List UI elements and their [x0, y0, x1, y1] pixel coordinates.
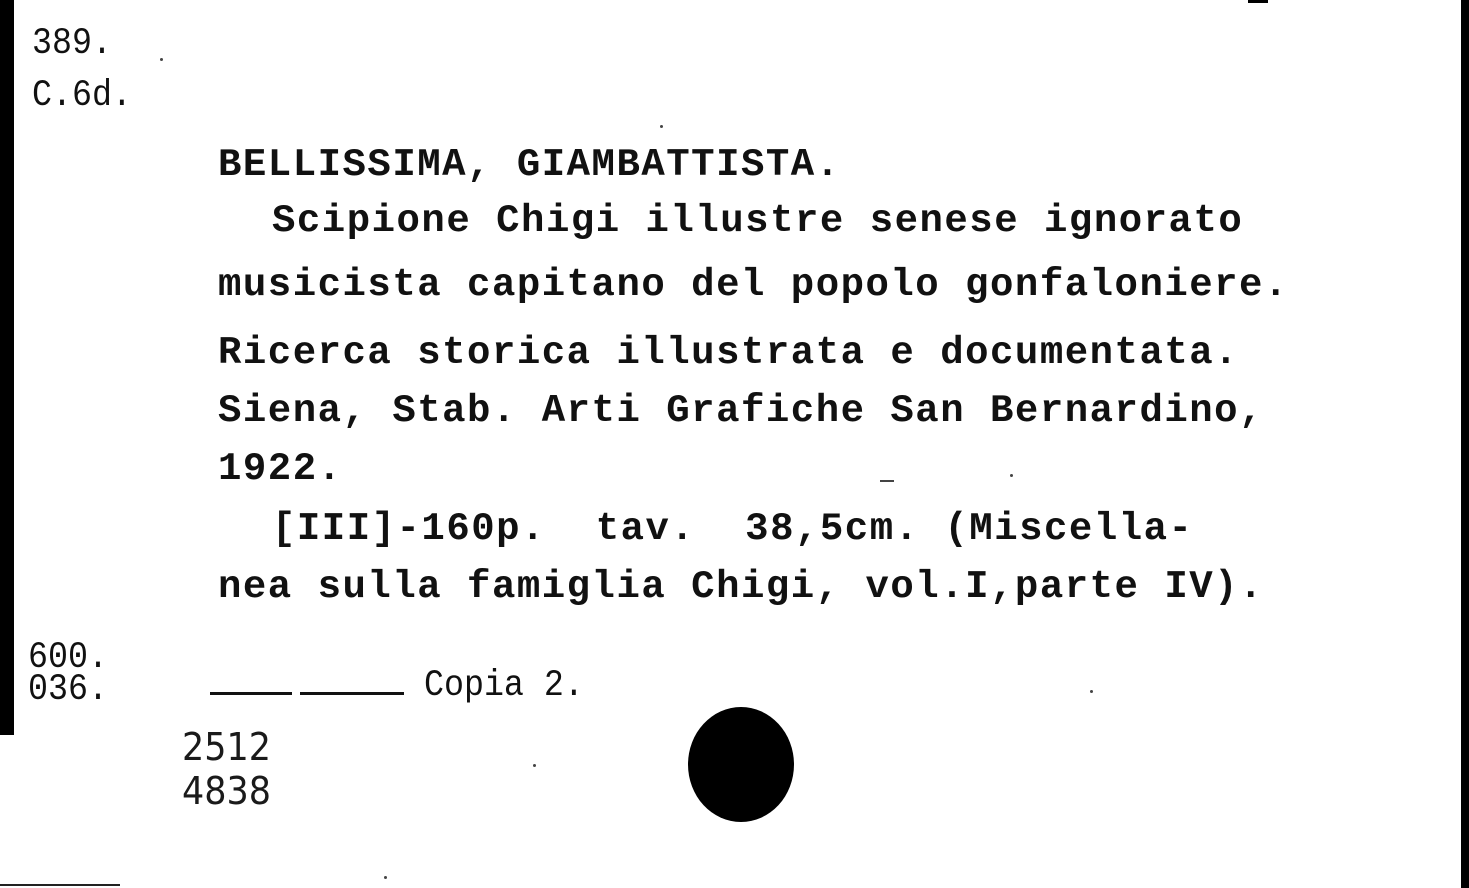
- imprint-line-1: Siena, Stab. Arti Grafiche San Bernardino,: [218, 389, 1264, 433]
- collation-line-1: [III]-160p. tav. 38,5cm. (Miscella-: [272, 507, 1194, 551]
- scan-speck: [160, 58, 163, 61]
- class-number-line-1: 600.: [28, 637, 108, 679]
- scan-speck: [384, 876, 387, 879]
- title-line-2: musicista capitano del popolo gonfaloniere.: [218, 263, 1289, 307]
- class-number-line-2: 036.: [28, 669, 108, 711]
- call-number-line-1: 389.: [32, 23, 112, 65]
- card-top-mark: [1248, 0, 1268, 3]
- copy-note: Copia 2.: [424, 665, 584, 707]
- title-line-3: Ricerca storica illustrata e documentata.: [218, 331, 1240, 375]
- scan-speck: [533, 764, 536, 767]
- scan-speck: [880, 480, 894, 482]
- scan-speck: [1010, 474, 1013, 477]
- call-number-line-2: C.6d.: [32, 75, 132, 117]
- punch-hole: [688, 707, 794, 822]
- collation-line-2: nea sulla famiglia Chigi, vol.I,parte IV).: [218, 565, 1264, 609]
- card-right-edge-shadow: [1461, 0, 1469, 888]
- scan-speck: [1090, 690, 1093, 693]
- card-left-edge-shadow: [0, 0, 14, 735]
- author-heading: BELLISSIMA, GIAMBATTISTA.: [218, 143, 841, 187]
- handwritten-number-2: 4838: [182, 769, 271, 813]
- copy-dash-1: [210, 692, 292, 695]
- imprint-year: 1922.: [218, 447, 343, 491]
- card-bottom-edge-mark: [0, 884, 120, 886]
- copy-dash-2: [300, 692, 404, 695]
- handwritten-number-1: 2512: [182, 725, 271, 769]
- title-line-1: Scipione Chigi illustre senese ignorato: [272, 199, 1244, 243]
- scan-speck: [660, 125, 663, 128]
